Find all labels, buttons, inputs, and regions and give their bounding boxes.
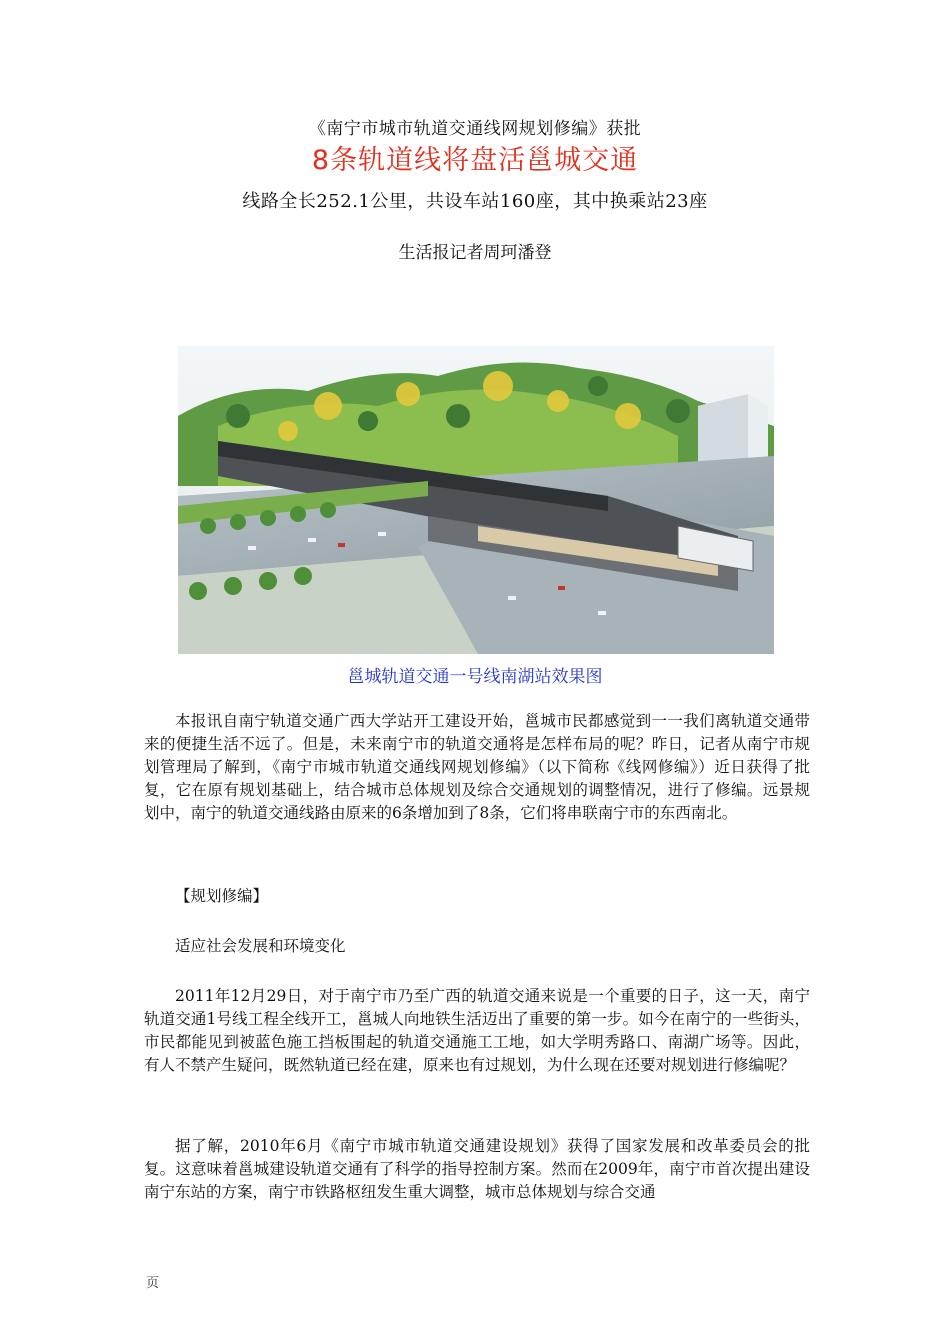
station-rendering-image [178, 346, 774, 654]
article-subhead: 线路全长252.1公里，共设车站160座，其中换乘站23座 [242, 191, 708, 212]
article-byline: 生活报记者周珂潘登 [398, 243, 552, 263]
section-heading: 【规划修编】 [175, 887, 269, 905]
figure-caption: 邕城轨道交通一号线南湖站效果图 [347, 667, 603, 687]
body-paragraph: 据了解，2010年6月《南宁市城市轨道交通建设规划》获得了国家发展和改革委员会的批复。这意味着邕城建设轨道交通有了科学的指导控制方案。然而在2009年，南宁市首次提出建设南宁东站的方案，南宁市铁路枢纽发生重大调整，城市总体规划与综合交通 [144, 1137, 810, 1201]
body-paragraph: 2011年12月29日，对于南宁市乃至广西的轨道交通来说是一个重要的日子，这一天，南宁轨道交通1号线工程全线开工，邕城人向地铁生活迈出了重要的第一步。如今在南宁的一些街头，市民都能见到被蓝色施工挡板围起的轨道交通施工工地，如大学明秀路口、南湖广场等。因此，有人不禁产生疑问，既然轨道已经在建，原来也有过规划，为什么现在还要对规划进行修编呢？ [144, 987, 810, 1074]
body-paragraph: 本报讯自南宁轨道交通广西大学站开工建设开始，邕城市民都感觉到一一我们离轨道交通带来的便捷生活不远了。但是，未来南宁市的轨道交通将是怎样布局的呢？昨日，记者从南宁市规划管理局了解到，《南宁市城市轨道交通线网规划修编》（以下简称《线网修编》）近日获得了批复，它在原有规划基础上，结合城市总体规划及综合交通规划的调整情况，进行了修编。远景规划中，南宁的轨道交通线路由原来的6条增加到了8条，它们将串联南宁市的东西南北。 [144, 712, 810, 822]
section-subheading: 适应社会发展和环境变化 [175, 937, 346, 955]
article-headline: 8条轨道线将盘活邕城交通 [311, 145, 639, 176]
article-kicker: 《南宁市城市轨道交通线网规划修编》获批 [308, 119, 642, 139]
page-footer-label: 页 [146, 1276, 160, 1291]
